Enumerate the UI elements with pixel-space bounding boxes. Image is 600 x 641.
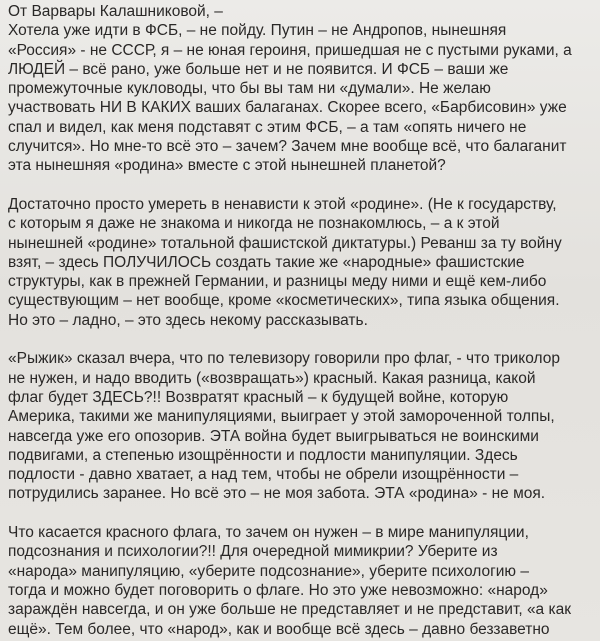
- text-line: спал и видел, как меня подставят с этим ФСБ, – а там «опять ничего не: [8, 118, 527, 136]
- text-line: Но это – ладно, – это здесь некому рассказывать.: [8, 311, 368, 329]
- text-line: «народа» манипуляцию, «уберите подсознание», уберите психологию –: [8, 562, 529, 580]
- text-line: взят, – здесь ПОЛУЧИЛОСЬ создать такие же «народные» фашистские: [8, 253, 525, 271]
- paragraph-gap: [8, 504, 592, 523]
- text-line: навсегда уже его опозорив. ЭТА война будет выигрываться не воинскими: [8, 427, 539, 445]
- text-line: структуры, как в прежней Германии, и разницы меду ними и ещё кем-либо: [8, 273, 547, 291]
- text-line: Что касается красного флага, то зачем он нужен – в мире манипуляции,: [8, 524, 529, 542]
- text-line: эта нынешняя «родина» вместе с этой нынешней планетой?: [8, 157, 446, 175]
- text-line: Америка, такими же манипуляциями, выиграет у этой замороченной толпы,: [8, 408, 555, 426]
- text-line: тогда и можно будет поговорить о флаге. Но это уже невозможно: «народ»: [8, 581, 548, 599]
- text-line: флаг будет ЗДЕСЬ?!! Возвратят красный – к будущей войне, которую: [8, 388, 509, 406]
- paragraph-gap: [8, 176, 592, 195]
- text-line: зараждён навсегда, и он уже больше не представляет и не представит, «а как: [8, 601, 572, 619]
- text-line: подлости - давно хватает, а над тем, чтобы не обрели изощрённости –: [8, 466, 519, 484]
- text-line: существующим – нет вообще, кроме «косметических», типа языка общения.: [8, 292, 560, 310]
- text-line: Достаточно просто умереть в ненависти к этой «родине». (Не к государству,: [8, 195, 557, 213]
- text-line: подвигами, а степенью изощрённости и подлости манипуляции. Здесь: [8, 446, 518, 464]
- letter-text: [8, 2, 592, 639]
- text-line: участвовать НИ В КАКИХ ваших балаганах. Скорее всего, «Барбисовин» уже: [8, 99, 567, 117]
- text-line: ЛЮДЕЙ – всё рано, уже больше нет и не появится. И ФСБ – ваши же: [8, 60, 509, 78]
- paragraph-gap: [8, 330, 592, 349]
- text-line: ещё». Тем более, что «народ», как и вообще всё здесь – давно беззаветно: [8, 620, 550, 638]
- text-line: подсознания и психологии?!! Для очередной мимикрии? Уберите из: [8, 543, 498, 561]
- text-line: промежуточные кукловоды, что бы вы там ни «думали». Не желаю: [8, 80, 491, 98]
- text-line: нынешней «родине» тотальной фашистской диктатуры.) Реванш за ту войну: [8, 234, 562, 252]
- text-line: не нужен, и надо вводить («возвращать») красный. Какая разница, какой: [8, 369, 536, 387]
- text-line: От Варвары Калашниковой, –: [8, 3, 223, 20]
- text-line: Хотела уже идти в ФСБ, – не пойду. Путин – не Андропов, нынешняя: [8, 22, 507, 40]
- text-line: случится». Но мне-то всё это – зачем? Зачем мне вообще всё, что балаганит: [8, 138, 567, 156]
- text-line: «Россия» - не СССР, я – не юная героиня, пришедшая не с пустыми руками, а: [8, 41, 572, 59]
- text-line: потрудились заранее. Но всё это – не моя забота. ЭТА «родина» - не моя.: [8, 485, 546, 503]
- text-line: «Рыжик» сказал вчера, что по телевизору говорили про флаг, - что триколор: [8, 350, 560, 368]
- text-line: с которым я даже не знакома и никогда не познакомлюсь, – а к этой: [8, 215, 500, 233]
